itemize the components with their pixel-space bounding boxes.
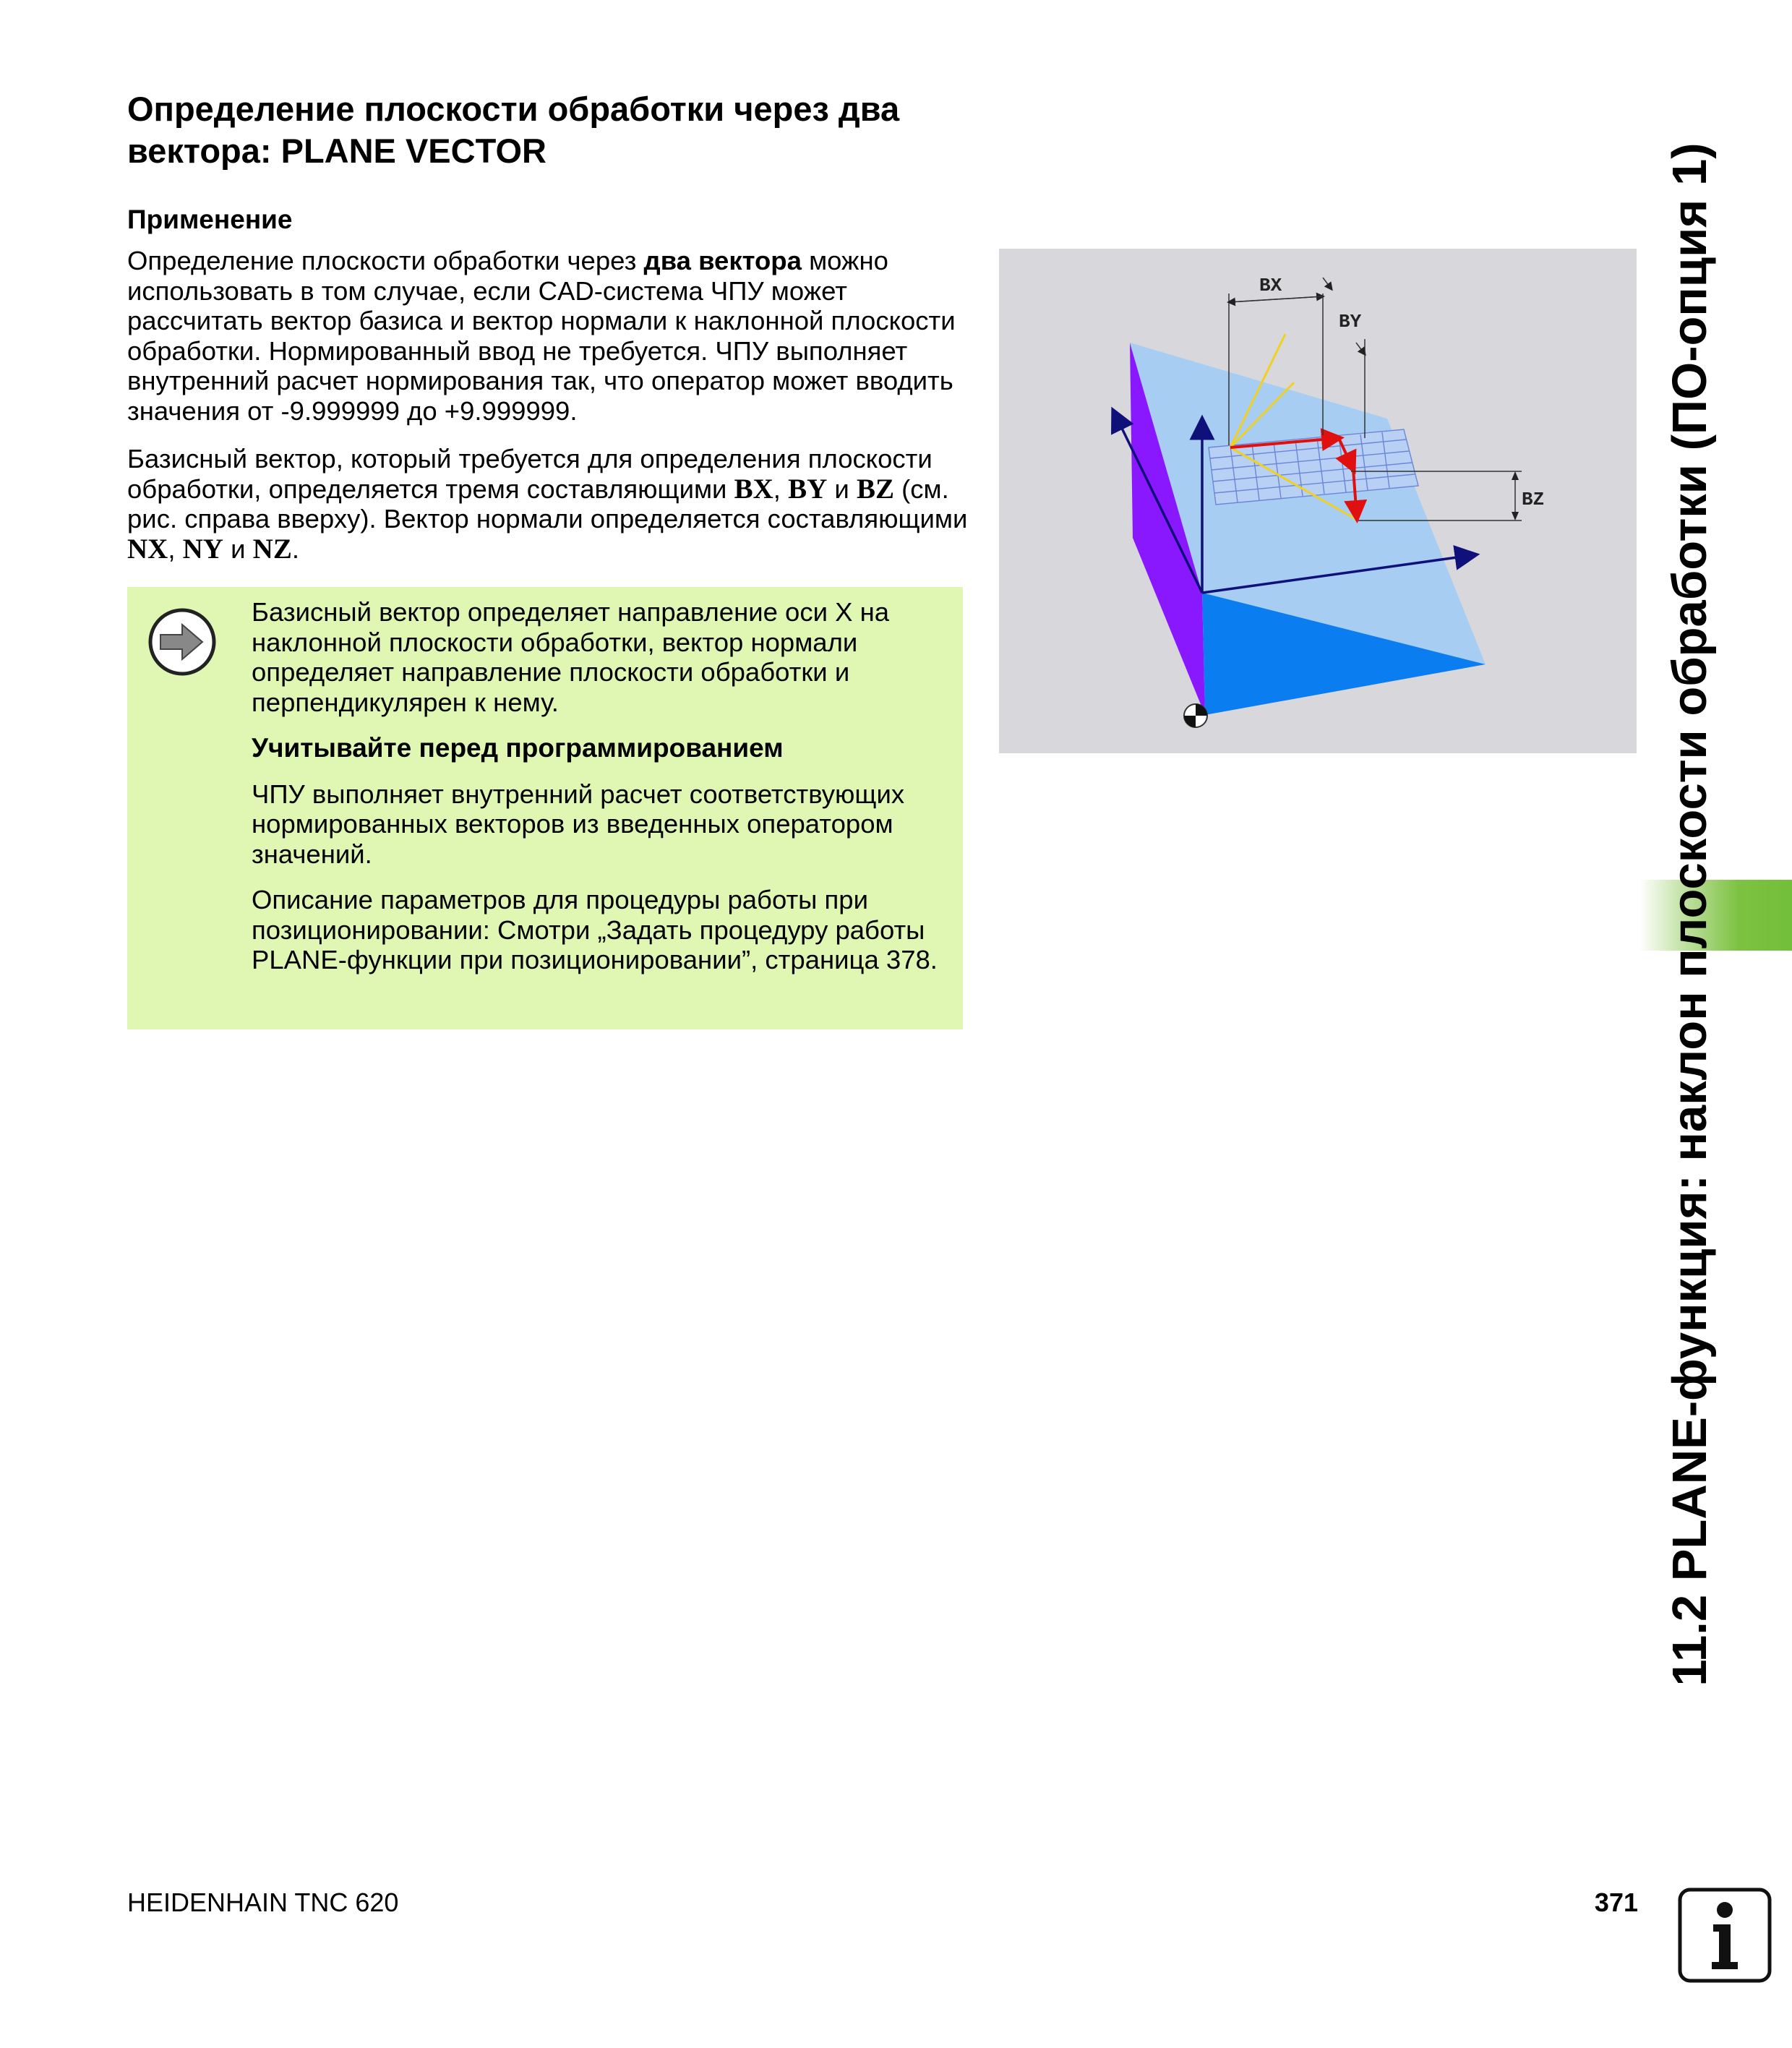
param-nx: NX — [127, 533, 168, 565]
note-text: ЧПУ выполняет внутренний расчет соответствующих нормированных векторов из введенных оператором значений. — [252, 779, 905, 869]
note-heading: Учитывайте перед программированием — [252, 733, 784, 763]
text-run: , — [773, 474, 789, 504]
info-icon[interactable] — [1677, 1887, 1772, 1984]
chapter-title: 11.2 PLANE-функция: наклон плоскости обработки (ПО-опция 1) — [1663, 142, 1717, 1687]
note-box — [127, 587, 963, 1029]
emphasis-text: два вектора — [643, 246, 802, 275]
vector-paragraph — [127, 444, 980, 564]
plane-vector-figure — [999, 249, 1637, 753]
text-run: (см. рис. справа вверху). Вектор нормали определяется составляющими — [127, 474, 968, 534]
param-bx: BX — [734, 473, 773, 505]
text-run: можно использовать в том случае, если CAD-система ЧПУ может рассчитать вектор базиса и вектор нормали к наклонной плоскости обработки. Нормированный ввод не требуется. ЧПУ выполняет внутренний расчет нормирования так, что оператор может вводить значения от -9.999999 до +9.999999. — [127, 246, 956, 426]
text-run: , — [168, 534, 183, 564]
page-title: Определение плоскости обработки через два вектора: PLANE VECTOR — [127, 90, 900, 170]
text-run: и — [223, 534, 253, 564]
page-number: 371 — [1594, 1888, 1638, 1917]
label-bx: BX — [1259, 275, 1282, 296]
text-run: . — [291, 534, 299, 564]
note-text: Описание параметров для процедуры работы при позиционировании: Смотри „Задать процедуру работы PLANE-функции при позиционировании”, страница 378. — [252, 885, 938, 974]
note-text: Базисный вектор определяет направление оси X на наклонной плоскости обработки, вектор нормали определяет направление плоскости обработки и перпендикулярен к нему. — [252, 597, 890, 717]
text-run: Базисный вектор, который требуется для определения плоскости обработки, определяется тремя составляющими — [127, 444, 933, 504]
intro-paragraph — [127, 246, 980, 426]
arrow-right-icon — [147, 607, 217, 677]
section-heading: Применение — [127, 205, 293, 234]
footer-product: HEIDENHAIN TNC 620 — [127, 1888, 399, 1917]
param-ny: NY — [182, 533, 223, 565]
note-body — [252, 597, 946, 975]
param-by: BY — [788, 473, 828, 505]
label-bz: BZ — [1522, 489, 1545, 510]
text-run: Определение плоскости обработки через — [127, 246, 644, 275]
param-bz: BZ — [856, 473, 894, 505]
param-nz: NZ — [252, 533, 292, 565]
text-run: и — [827, 474, 857, 504]
label-by: BY — [1339, 311, 1362, 333]
origin-marker-icon — [1184, 704, 1207, 727]
